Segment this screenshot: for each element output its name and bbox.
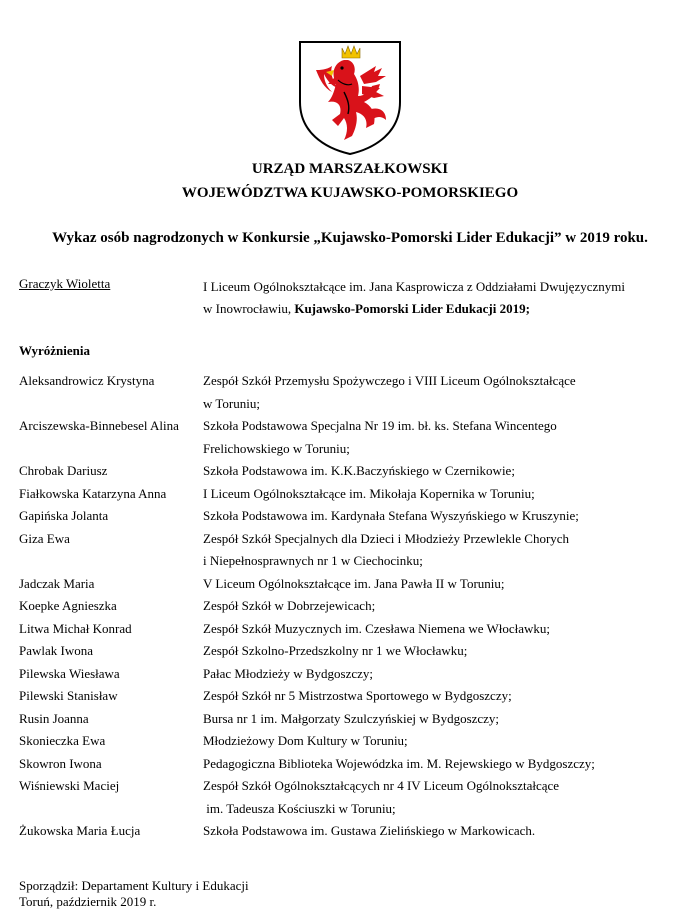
winner-award: Kujawsko-Pomorski Lider Edukacji 2019; (294, 301, 530, 316)
office-name-line1: URZĄD MARSZAŁKOWSKI (251, 161, 449, 177)
person-name: Jadczak Maria (19, 575, 95, 591)
institution (203, 528, 679, 573)
person-name: Skowron Iwona (19, 755, 102, 771)
institution (203, 730, 679, 753)
institution (203, 370, 679, 415)
institution (203, 640, 679, 663)
institution-line: Frelichowskiego w Toruniu; (203, 440, 350, 456)
institution-line: Bursa nr 1 im. Małgorzaty Szulczyńskiej w Bydgoszczy; (203, 710, 500, 726)
institution (203, 483, 679, 506)
institution-line: Szkoła Podstawowa im. Kardynała Stefana Wyszyńskiego w Kruszynie; (203, 508, 579, 523)
document-title: Wykaz osób nagrodzonych w Konkursie „Kujawsko-Pomorski Lider Edukacji” w 2019 roku. (52, 230, 648, 246)
institution-line: im. Tadeusza Kościuszki w Toruniu; (203, 800, 396, 816)
institution (203, 685, 679, 708)
person-name: Rusin Joanna (19, 710, 89, 726)
person-name: Wiśniewski Maciej (19, 778, 120, 793)
institution (203, 775, 679, 820)
person-name: Żukowska Maria Łucja (19, 823, 141, 838)
list-item (19, 415, 679, 460)
institution-line: Zespół Szkół Ogólnokształcących nr 4 IV Liceum Ogólnokształcące (203, 778, 560, 793)
winner-name: Graczyk Wioletta (19, 276, 111, 291)
winner-school (203, 276, 673, 320)
person-name: Arciszewska-Binnebesel Alina (19, 418, 179, 433)
winner-school-line2 (203, 298, 673, 320)
list-item (19, 640, 679, 663)
person-name: Gapińska Jolanta (19, 508, 109, 523)
institution-line: w Toruniu; (203, 395, 260, 411)
list-item (19, 573, 679, 596)
person-name: Fiałkowska Katarzyna Anna (19, 485, 167, 501)
person-name: Pilewska Wiesława (19, 665, 120, 681)
person-name: Skonieczka Ewa (19, 733, 106, 748)
distinctions-heading: Wyróżnienia (19, 343, 91, 358)
institution (203, 415, 679, 460)
person-name: Giza Ewa (19, 530, 70, 546)
prepared-by: Sporządził: Departament Kultury i Edukacji (19, 878, 249, 893)
list-item (19, 663, 679, 686)
list-item (19, 685, 679, 708)
person-name: Pilewski Stanisław (19, 688, 118, 703)
list-item (19, 528, 679, 573)
institution (203, 820, 679, 843)
institution-line: Szkoła Podstawowa im. Gustawa Zielińskiego w Markowicach. (203, 823, 536, 838)
winner-school-line1: I Liceum Ogólnokształcące im. Jana Kasprowicza z Oddziałami Dwujęzycznymi (203, 279, 625, 294)
institution (203, 460, 679, 483)
office-name-line2: WOJEWÓDZTWA KUJAWSKO-POMORSKIEGO (181, 185, 519, 201)
institution-line: Zespół Szkół Muzycznych im. Czesława Niemena we Włocławku; (203, 620, 551, 636)
institution (203, 595, 679, 618)
list-item (19, 483, 679, 506)
institution (203, 753, 679, 776)
griffin-crest-icon (298, 40, 402, 156)
institution-line: Zespół Szkolno-Przedszkolny nr 1 we Włocławku; (203, 643, 468, 658)
list-item (19, 618, 679, 641)
list-item (19, 370, 679, 415)
institution-line: Zespół Szkół Przemysłu Spożywczego i VIII Liceum Ogólnokształcące (203, 373, 576, 388)
distinctions-list (19, 370, 679, 843)
list-item (19, 775, 679, 820)
institution (203, 573, 679, 596)
institution-line: Szkoła Podstawowa im. K.K.Baczyńskiego w Czernikowie; (203, 463, 515, 478)
institution-line: Zespół Szkół w Dobrzejewicach; (203, 598, 376, 613)
institution-line: Pałac Młodzieży w Bydgoszczy; (203, 665, 374, 681)
institution-line: Zespół Szkół nr 5 Mistrzostwa Sportowego w Bydgoszczy; (203, 688, 512, 703)
institution-line: Młodzieżowy Dom Kultury w Toruniu; (203, 733, 408, 748)
list-item (19, 820, 679, 843)
institution-line: Pedagogiczna Biblioteka Wojewódzka im. M. Rejewskiego w Bydgoszczy; (203, 755, 595, 771)
list-item (19, 708, 679, 731)
list-item (19, 730, 679, 753)
list-item (19, 460, 679, 483)
list-item (19, 595, 679, 618)
institution (203, 708, 679, 731)
institution (203, 618, 679, 641)
winner-school-city: w Inowrocławiu, (203, 301, 295, 316)
person-name: Chrobak Dariusz (19, 463, 108, 478)
person-name: Pawlak Iwona (19, 643, 94, 658)
institution-line: Szkoła Podstawowa Specjalna Nr 19 im. bł. ks. Stefana Wincentego (203, 418, 557, 433)
institution-line: V Liceum Ogólnokształcące im. Jana Pawła II w Toruniu; (203, 575, 505, 591)
institution-line: Zespół Szkół Specjalnych dla Dzieci i Młodzieży Przewlekle Chorych (203, 530, 570, 546)
list-item (19, 753, 679, 776)
person-name: Aleksandrowicz Krystyna (19, 373, 155, 388)
institution-line: I Liceum Ogólnokształcące im. Mikołaja Kopernika w Toruniu; (203, 485, 535, 501)
person-name: Litwa Michał Konrad (19, 620, 132, 636)
institution-line: i Niepełnosprawnych nr 1 w Ciechocinku; (203, 553, 423, 568)
person-name: Koepke Agnieszka (19, 598, 117, 613)
institution (203, 663, 679, 686)
list-item (19, 505, 679, 528)
institution (203, 505, 679, 528)
footer (19, 878, 249, 910)
place-date: Toruń, październik 2019 r. (19, 894, 157, 909)
